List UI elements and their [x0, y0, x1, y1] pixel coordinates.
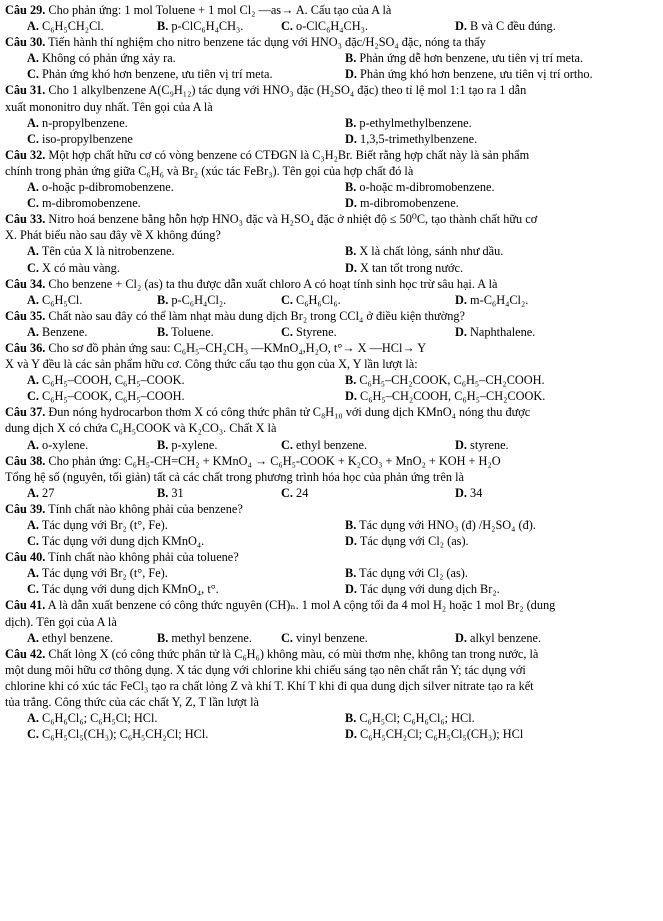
question-number: Câu 32.: [5, 147, 46, 162]
options-row: [5, 50, 663, 66]
question-stem-line: Câu 35. Chất nào sau đây có thể làm nhạt màu dung dịch Br₂ trong CCl₄ ở điều kiện thường?: [5, 308, 465, 323]
question-block: [5, 549, 663, 597]
question-number: Câu 31.: [5, 83, 46, 98]
question-stem-line: Câu 42. Chất lỏng X (có công thức phân tử là C₆H₆) không màu, có mùi thơm nhẹ, không tan trong nước, là: [5, 646, 539, 661]
answer-option: B. 31: [157, 485, 184, 500]
answer-option: D. m-dibromobenzene.: [345, 196, 459, 211]
question-number: Câu 29.: [5, 3, 46, 17]
option-letter: A.: [27, 630, 39, 645]
option-letter: C.: [27, 67, 39, 82]
question-stem-line: X và Y đều là các sản phẩm hữu cơ. Công thức cấu tạo thu gọn của X, Y lần lượt là:: [5, 357, 418, 372]
question-number: Câu 36.: [5, 340, 46, 355]
option-letter: A.: [27, 51, 39, 66]
answer-option: C. Tác dụng với dung dịch KMnO₄, t°.: [27, 582, 219, 597]
option-letter: C.: [281, 437, 293, 452]
options-row: [5, 372, 663, 388]
answer-option: A. Tác dụng với Br₂ (t°, Fe).: [27, 518, 168, 532]
answer-option: B. X là chất lỏng, sánh như dầu.: [345, 244, 504, 259]
answer-option: C. Tác dụng với dung dịch KMnO₄.: [27, 534, 205, 549]
question-block: [5, 2, 663, 34]
option-letter: C.: [27, 131, 39, 146]
question-block: [5, 276, 663, 308]
option-letter: D.: [345, 260, 357, 275]
option-letter: A.: [27, 292, 39, 307]
option-letter: A.: [27, 180, 39, 195]
answer-option: C. Phản ứng khó hơn benzene, ưu tiên vị trí meta.: [27, 67, 273, 82]
question-stem-line: xuất mononitro duy nhất. Tên gọi của A là: [5, 99, 213, 114]
answer-option: A. C₆H₅–COOH, C₆H₅–COOK.: [27, 373, 185, 388]
answer-option: D. styrene.: [455, 437, 509, 452]
options-row: [5, 388, 663, 404]
option-letter: A.: [27, 518, 39, 532]
option-letter: D.: [455, 485, 467, 500]
options-row: [5, 710, 663, 726]
option-letter: B.: [345, 711, 357, 726]
options-row: [5, 485, 663, 501]
option-letter: C.: [27, 196, 39, 211]
options-row: [5, 565, 663, 581]
question-number: Câu 38.: [5, 453, 46, 468]
answer-option: D. C₆H₅–CH₂COOH, C₆H₅–CH₂COOK.: [345, 389, 546, 404]
options-row: [5, 131, 663, 147]
answer-option: C. m-dibromobenzene.: [27, 196, 141, 211]
options-row: [5, 66, 663, 82]
option-letter: B.: [157, 485, 169, 500]
question-stem-line: Câu 32. Một hợp chất hữu cơ có vòng benzene có CTĐGN là C₃H₂Br. Biết rằng hợp chất này là sản phẩm: [5, 147, 530, 162]
question-block: [5, 404, 663, 452]
options-row: [5, 324, 663, 340]
answer-option: A. o-hoặc p-dibromobenzene.: [27, 180, 174, 195]
question-number: Câu 37.: [5, 405, 46, 420]
question-number: Câu 41.: [5, 598, 46, 613]
answer-option: B. C₆H₅–CH₂COOK, C₆H₅–CH₂COOH.: [345, 373, 545, 388]
answer-option: C. C₆H₆Cl₆.: [281, 292, 341, 307]
question-stem-line: Câu 38. Cho phản ứng: C₆H₅-CH=CH₂ + KMnO₄ → C₆H₅-COOK + K₂CO₃ + MnO₂ + KOH + H₂O: [5, 453, 501, 468]
option-letter: C.: [281, 292, 293, 307]
question-number: Câu 42.: [5, 646, 46, 661]
option-letter: B.: [345, 51, 357, 66]
answer-option: A. o-xylene.: [27, 437, 89, 452]
question-number: Câu 39.: [5, 501, 46, 516]
option-letter: D.: [455, 630, 467, 645]
option-letter: C.: [27, 260, 39, 275]
option-letter: D.: [345, 389, 357, 404]
question-stem-line: Câu 30. Tiến hành thí nghiệm cho nitro benzene tác dụng với HNO₃ đặc/H₂SO₄ đặc, nóng ta thấy: [5, 35, 486, 50]
option-letter: B.: [157, 630, 169, 645]
question-block: [5, 597, 663, 645]
options-row: [5, 533, 663, 549]
option-letter: A.: [27, 437, 39, 452]
answer-option: C. iso-propylbenzene: [27, 131, 133, 146]
answer-option: D. alkyl benzene.: [455, 630, 542, 645]
question-stem-line: Câu 40. Tính chất nào không phải của toluene?: [5, 550, 239, 565]
option-letter: A.: [27, 324, 39, 339]
options-row: [5, 260, 663, 276]
question-block: [5, 147, 663, 211]
option-letter: C.: [27, 534, 39, 549]
answer-option: C. vinyl benzene.: [281, 630, 368, 645]
option-letter: A.: [27, 485, 39, 500]
answer-option: A. Benzene.: [27, 324, 88, 339]
answer-option: A. 27: [27, 485, 55, 500]
option-letter: B.: [345, 115, 357, 130]
question-block: [5, 82, 663, 146]
question-number: Câu 30.: [5, 35, 46, 50]
question-block: [5, 308, 663, 340]
answer-option: A. Tác dụng với Br₂ (t°, Fe).: [27, 566, 168, 581]
question-stem-line: một dung môi hữu cơ thông dụng. X tác dụng với chlorine khi chiếu sáng tạo nên chất rắn Y; tác dụng với: [5, 662, 526, 677]
answer-option: D. C₆H₅CH₂Cl; C₆H₅Cl₅(CH₃); HCl: [345, 727, 524, 742]
question-block: [5, 211, 663, 275]
question-block: [5, 34, 663, 82]
option-letter: B.: [345, 566, 357, 581]
question-stem-line: chlorine khi có xúc tác FeCl₃ tạo ra chất lỏng Z và khí T. Khí T khi đi qua dung dịch silver nitrate tạo ra kết: [5, 678, 534, 693]
options-row: [5, 517, 663, 533]
option-letter: B.: [157, 19, 169, 34]
answer-option: B. p-ClC₆H₄CH₃.: [157, 19, 244, 34]
question-stem-line: Câu 29. Cho phản ứng: 1 mol Toluene + 1 mol Cl₂ —as→ A. Cấu tạo của A là: [5, 3, 392, 17]
question-stem-line: Tổng hệ số (nguyên, tối giản) tất cả các chất trong phương trình hóa học của phản ứng trên là: [5, 469, 464, 484]
options-row: [5, 292, 663, 308]
options-row: [5, 243, 663, 259]
question-stem-line: Câu 33. Nitro hoá benzene bằng hỗn hợp HNO₃ đặc và H₂SO₄ đặc ở nhiệt độ ≤ 50⁰C, tạo thành chất hữu cơ: [5, 212, 538, 227]
answer-option: A. n-propylbenzene.: [27, 115, 128, 130]
question-block: [5, 453, 663, 501]
answer-option: B. methyl benzene.: [157, 630, 252, 645]
option-letter: D.: [345, 534, 357, 549]
answer-option: C. Styrene.: [281, 324, 337, 339]
answer-option: A. C₆H₅CH₂Cl.: [27, 19, 104, 34]
options-row: [5, 115, 663, 131]
option-letter: C.: [27, 389, 39, 404]
option-letter: D.: [345, 727, 357, 742]
answer-option: D. Phản ứng khó hơn benzene, ưu tiên vị trí ortho.: [345, 67, 593, 82]
answer-option: B. p-ethylmethylbenzene.: [345, 115, 472, 130]
question-stem-line: dịch). Tên gọi của A là: [5, 614, 117, 629]
option-letter: C.: [281, 485, 293, 500]
question-stem-line: Câu 31. Cho 1 alkylbenzene A(C₉H₁₂) tác dụng với HNO₃ đặc (H₂SO₄ đặc) theo tỉ lệ mol 1:1 tạo ra 1 dẫn: [5, 83, 527, 98]
question-stem-line: Câu 37. Đun nóng hydrocarbon thơm X có công thức phân tử C₈H₁₀ với dung dịch KMnO₄ nóng thu được: [5, 405, 531, 420]
answer-option: B. C₆H₅Cl; C₆H₆Cl₆; HCl.: [345, 711, 475, 726]
answer-option: D. Tác dụng với dung dịch Br₂.: [345, 582, 500, 597]
option-letter: A.: [27, 19, 39, 34]
options-row: [5, 18, 663, 34]
question-number: Câu 34.: [5, 276, 46, 291]
option-letter: A.: [27, 711, 39, 726]
option-letter: C.: [27, 727, 39, 742]
question-stem-line: Câu 41. A là dẫn xuất benzene có công thức nguyên (CH)ₙ. 1 mol A cộng tối đa 4 mol H₂ hoặc 1 mol Br₂ (dung: [5, 598, 556, 613]
option-letter: D.: [345, 67, 357, 82]
answer-option: C. o-ClC₆H₄CH₃.: [281, 19, 369, 34]
answer-option: C. C₆H₅Cl₅(CH₃); C₆H₅CH₂Cl; HCl.: [27, 727, 209, 742]
question-stem-line: Câu 34. Cho benzene + Cl₂ (as) ta thu được dẫn xuất chloro A có hoạt tính sinh học trừ sâu hại. A là: [5, 276, 498, 291]
option-letter: B.: [345, 180, 357, 195]
question-stem-line: X. Phát biểu nào sau đây về X không đúng?: [5, 228, 221, 243]
answer-option: D. Naphthalene.: [455, 324, 536, 339]
option-letter: D.: [455, 19, 467, 34]
option-letter: A.: [27, 244, 39, 259]
answer-option: C. ethyl benzene.: [281, 437, 368, 452]
option-letter: C.: [27, 582, 39, 597]
answer-option: D. m-C₆H₄Cl₂.: [455, 292, 529, 307]
question-stem-line: Câu 36. Cho sơ đồ phản ứng sau: C₆H₅–CH₂CH₃ —KMnO₄,H₂O, t°→ X —HCl→ Y: [5, 340, 427, 355]
option-letter: D.: [455, 292, 467, 307]
options-row: [5, 630, 663, 646]
option-letter: A.: [27, 115, 39, 130]
answer-option: B. p-C₆H₄Cl₂.: [157, 292, 227, 307]
answer-option: D. X tan tốt trong nước.: [345, 260, 464, 275]
answer-option: B. o-hoặc m-dibromobenzene.: [345, 180, 495, 195]
answer-option: A. C₆H₆Cl₆; C₆H₅Cl; HCl.: [27, 711, 158, 726]
question-stem-line: Câu 39. Tính chất nào không phải của benzene?: [5, 501, 243, 516]
answer-option: D. B và C đều đúng.: [455, 19, 556, 34]
question-block: [5, 501, 663, 549]
question-number: Câu 35.: [5, 308, 46, 323]
options-row: [5, 195, 663, 211]
question-number: Câu 40.: [5, 550, 46, 565]
option-letter: A.: [27, 566, 39, 581]
answer-option: A. ethyl benzene.: [27, 630, 114, 645]
options-row: [5, 726, 663, 742]
option-letter: B.: [345, 518, 357, 532]
option-letter: B.: [157, 324, 169, 339]
answer-option: A. C₆H₅Cl.: [27, 292, 83, 307]
option-letter: B.: [345, 373, 357, 388]
question-block: [5, 646, 663, 743]
answer-option: A. Tên của X là nitrobenzene.: [27, 244, 175, 259]
answer-option: B. Tác dụng với HNO₃ (đ) /H₂SO₄ (đ).: [345, 518, 536, 532]
answer-option: D. Tác dụng với Cl₂ (as).: [345, 534, 469, 549]
answer-option: A. Không có phản ứng xảy ra.: [27, 51, 176, 66]
question-stem-line: tủa trắng. Công thức của các chất Y, Z, T lần lượt là: [5, 695, 259, 710]
option-letter: D.: [345, 196, 357, 211]
option-letter: C.: [281, 19, 293, 34]
answer-option: C. C₆H₅–COOK, C₆H₅–COOH.: [27, 389, 185, 404]
option-letter: D.: [455, 324, 467, 339]
question-stem-line: chính trong phản ứng giữa C₆H₆ và Br₂ (xúc tác FeBr₃). Tên gọi của hợp chất đó là: [5, 163, 414, 178]
answer-option: B. Phản ứng dễ hơn benzene, ưu tiên vị trí meta.: [345, 51, 584, 66]
question-block: [5, 340, 663, 404]
option-letter: B.: [157, 437, 169, 452]
option-letter: C.: [281, 630, 293, 645]
option-letter: B.: [157, 292, 169, 307]
answer-option: B. Toluene.: [157, 324, 214, 339]
option-letter: C.: [281, 324, 293, 339]
question-number: Câu 33.: [5, 212, 46, 227]
option-letter: D.: [345, 582, 357, 597]
options-row: [5, 581, 663, 597]
options-row: [5, 179, 663, 195]
answer-option: C. X có màu vàng.: [27, 260, 120, 275]
answer-option: B. p-xylene.: [157, 437, 218, 452]
option-letter: B.: [345, 244, 357, 259]
answer-option: B. Tác dụng với Cl₂ (as).: [345, 566, 468, 581]
options-row: [5, 437, 663, 453]
answer-option: C. 24: [281, 485, 309, 500]
option-letter: A.: [27, 373, 39, 388]
question-stem-line: dung dịch X có chứa C₆H₅COOK và K₂CO₃. Chất X là: [5, 421, 277, 436]
answer-option: D. 34: [455, 485, 483, 500]
option-letter: D.: [345, 131, 357, 146]
answer-option: D. 1,3,5-trimethylbenzene.: [345, 131, 478, 146]
option-letter: D.: [455, 437, 467, 452]
